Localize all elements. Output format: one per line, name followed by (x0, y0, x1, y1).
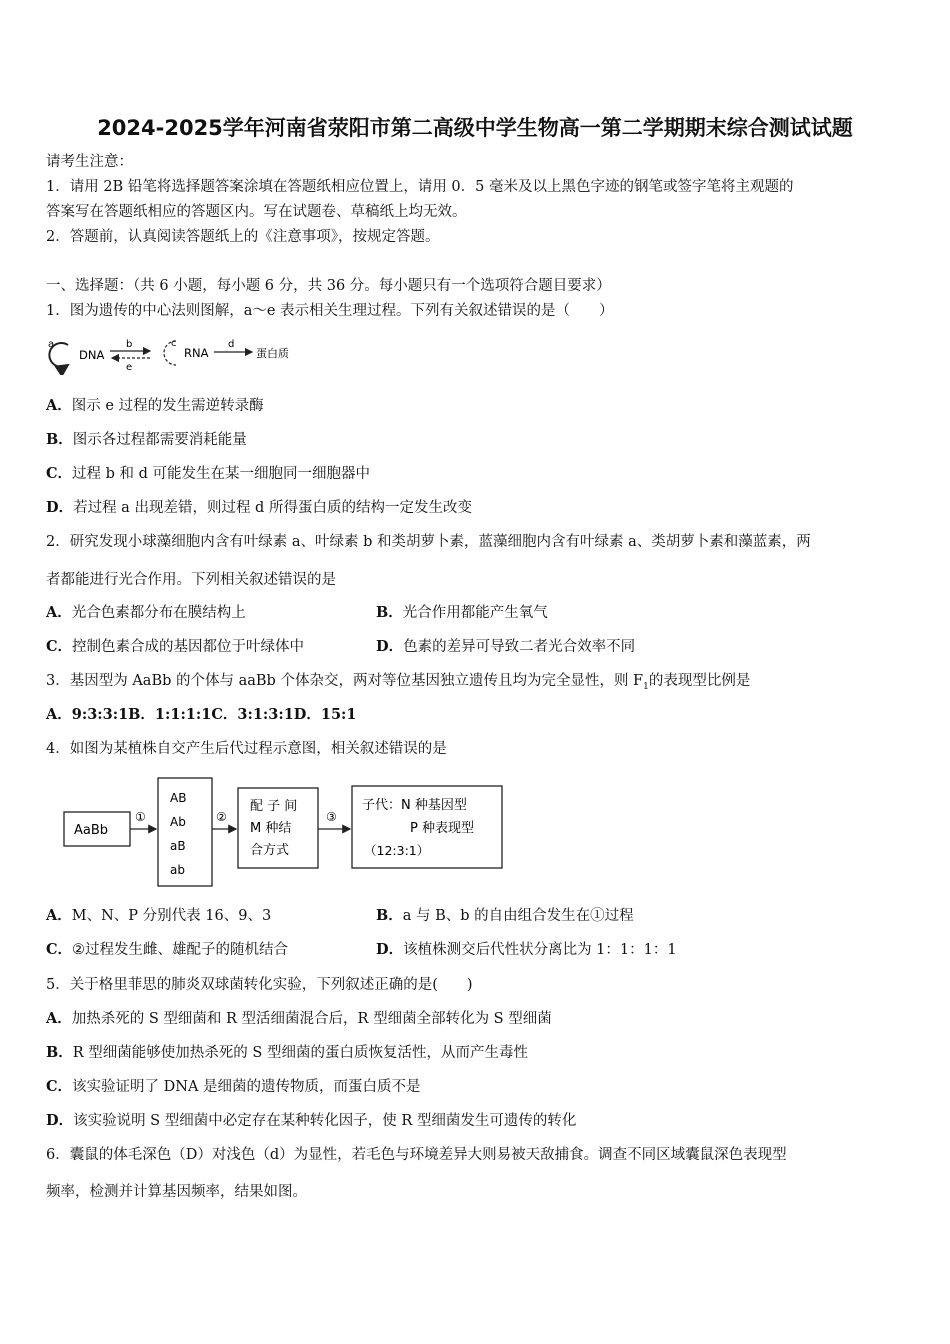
q3-options: A．9:3:3:1B．1:1:1:1C．3:1:3:1D．15:1 (46, 706, 357, 723)
q5-option-c: C．该实验证明了 DNA 是细菌的遗传物质，而蛋白质不是 (46, 1078, 421, 1095)
offspring-line-1: 子代：N 种基因型 (362, 798, 467, 813)
central-dogma-diagram (46, 333, 306, 375)
q6-stem-2: 频率，检测并计算基因频率，结果如图。 (46, 1184, 307, 1200)
q2-stem-2: 者都能进行光合作用。下列相关叙述错误的是 (46, 572, 336, 588)
q4-option-c: C．②过程发生雌、雄配子的随机结合 (46, 941, 289, 958)
q2-option-a: A．光合色素都分布在膜结构上 (46, 604, 246, 621)
q2-option-b: B．光合作用都能产生氧气 (376, 604, 548, 621)
notice-line-2: 2．答题前，认真阅读答题纸上的《注意事项》，按规定答题。 (46, 229, 440, 245)
q1-option-b: B．图示各过程都需要消耗能量 (46, 431, 247, 448)
q2-stem-1: 2．研究发现小球藻细胞内含有叶绿素 a、叶绿素 b 和类胡萝卜素，蓝藻细胞内含有叶绿素 a、类胡萝卜素和藻蓝素，两 (46, 534, 811, 550)
section-heading: 一、选择题：（共 6 小题，每小题 6 分，共 36 分。每小题只有一个选项符合题目要求） (46, 278, 611, 294)
label-rna: RNA (184, 346, 209, 360)
notice-line-1b: 答案写在答题纸相应的答题区内。写在试题卷、草稿纸上均无效。 (46, 204, 467, 220)
label-e: e (126, 362, 133, 373)
combination-line-1: 配 子 间 (250, 799, 298, 814)
q3-stem: 3．基因型为 AaBb 的个体与 aaBb 个体杂交，两对等位基因独立遗传且均为完全显性，则 $F_1$的表现型比例是 (46, 673, 751, 692)
notice-heading: 请考生注意： (46, 154, 133, 170)
q2-option-c: C．控制色素合成的基因都位于叶绿体中 (46, 638, 305, 655)
label-protein: 蛋白质 (256, 347, 289, 360)
q4-option-d: D．该植株测交后代性状分离比为 1：1：1：1 (376, 941, 677, 958)
q1-option-d: D．若过程 a 出现差错，则过程 d 所得蛋白质的结构一定发生改变 (46, 499, 472, 516)
replication-arc (49, 343, 68, 367)
self-cross-diagram (60, 774, 510, 890)
q1-option-c: C．过程 b 和 d 可能发生在某一细胞同一细胞器中 (46, 465, 371, 482)
q5-option-b: B．R 型细菌能够使加热杀死的 S 型细菌的蛋白质恢复活性，从而产生毒性 (46, 1044, 528, 1061)
q5-stem: 5．关于格里菲思的肺炎双球菌转化实验，下列叙述正确的是( ) (46, 977, 473, 993)
q5-option-d: D．该实验说明 S 型细菌中必定存在某种转化因子，使 R 型细菌发生可遗传的转化 (46, 1112, 577, 1129)
step1-label: ① (135, 810, 146, 824)
offspring-line-2: P 种表现型 (410, 821, 474, 836)
page-title: 2024-2025学年河南省荥阳市第二高级中学生物高一第二学期期末综合测试试题 (97, 116, 853, 140)
gamete-aB: aB (170, 839, 186, 853)
step3-label: ③ (326, 810, 337, 824)
label-b: b (126, 339, 133, 350)
gamete-Ab: Ab (170, 815, 186, 829)
label-dna: DNA (79, 348, 105, 362)
combination-line-3: 合方式 (250, 843, 290, 858)
q1-option-a: A．图示 e 过程的发生需逆转录酶 (46, 397, 264, 414)
gamete-AB: AB (170, 791, 187, 805)
gamete-ab: ab (170, 863, 185, 877)
q4-stem: 4．如图为某植株自交产生后代过程示意图，相关叙述错误的是 (46, 741, 447, 757)
offspring-line-3: （12:3:1） (364, 843, 430, 858)
label-a: a (48, 339, 55, 350)
q2-option-d: D．色素的差异可导致二者光合效率不同 (376, 638, 636, 655)
q4-option-a: A．M、N、P 分别代表 16、9、3 (46, 907, 272, 924)
q4-option-b: B．a 与 B、b 的自由组合发生在①过程 (376, 907, 634, 924)
label-d: d (228, 339, 235, 350)
notice-line-1a: 1．请用 2B 铅笔将选择题答案涂填在答题纸相应位置上，请用 0．5 毫米及以上黑色字迹的钢笔或签字笔将主观题的 (46, 179, 794, 195)
combination-line-2: M 种结 (250, 821, 292, 836)
q1-stem: 1．图为遗传的中心法则图解，a～e 表示相关生理过程。下列有关叙述错误的是（ ） (46, 303, 614, 319)
label-c: c (171, 338, 177, 349)
q6-stem-1: 6．囊鼠的体毛深色（D）对浅色（d）为显性，若毛色与环境差异大则易被天敌捕食。调查不同区域囊鼠深色表现型 (46, 1147, 787, 1163)
parent-label: AaBb (74, 823, 109, 838)
q5-option-a: A．加热杀死的 S 型细菌和 R 型活细菌混合后，R 型细菌全部转化为 S 型细菌 (46, 1010, 552, 1027)
step2-label: ② (216, 810, 227, 824)
